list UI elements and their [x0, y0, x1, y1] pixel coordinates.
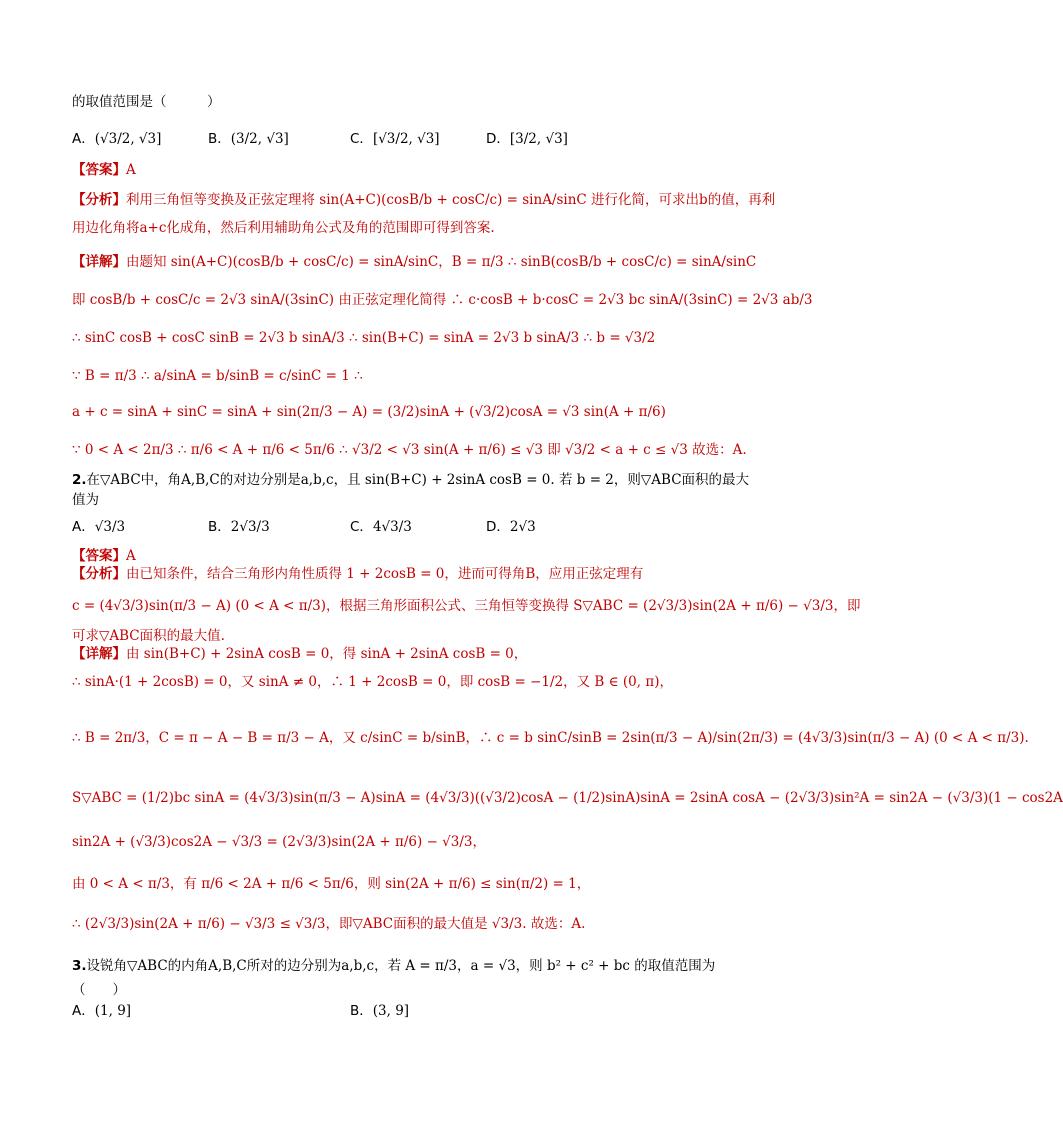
q2-detail-line-2: ∴ sinA·(1 + 2cosB) = 0，又 sinA ≠ 0，∴ 1 + 2cosB = 0，即 cosB = −1/2，又 B ∈ (0, π)， — [72, 674, 673, 690]
q2-answer: 【答案】A — [72, 548, 136, 564]
q2-analysis-line-2: c = (4√3/3)sin(π/3 − A) (0 < A < π/3)，根据三角形面积公式、三角恒等变换得 S▽ABC = (2√3/3)sin(2A + π/6) − √3/3，即 — [72, 598, 861, 614]
q2-detail-line-5: sin2A + (√3/3)cos2A − √3/3 = (2√3/3)sin(2A + π/6) − √3/3， — [72, 834, 486, 850]
q2-detail-line-7: ∴ (2√3/3)sin(2A + π/6) − √3/3 ≤ √3/3，即▽ABC面积的最大值是 √3/3. 故选：A. — [72, 916, 586, 932]
q2-option-c: C．4√3/3 — [350, 519, 412, 535]
q1-detail-line-1: 【详解】由题知 sin(A+C)(cosB/b + cosC/c) = sinA/sinC，B = π/3 ∴ sinB(cosB/b + cosC/c) = sinA/sinC — [72, 254, 757, 270]
q2-option-b: B．2√3/3 — [208, 519, 270, 535]
q2-analysis-line-3: 可求▽ABC面积的最大值. — [72, 628, 225, 644]
q3-stem: 3.设锐角▽ABC的内角A,B,C所对的边分别为a,b,c，若 A = π/3，a = √3，则 b² + c² + bc 的取值范围为 — [72, 958, 716, 974]
q2-detail-line-1: 【详解】由 sin(B+C) + 2sinA cosB = 0，得 sinA + 2sinA cosB = 0， — [72, 646, 528, 662]
q1-option-b: B．(3/2, √3] — [208, 131, 289, 147]
q3-paren: （ ） — [72, 982, 126, 998]
q2-option-d: D．2√3 — [486, 519, 536, 535]
q2-stem-line-2: 值为 — [72, 492, 99, 508]
q2-stem-line-1: 2.在▽ABC中，角A,B,C的对边分别是a,b,c，且 sin(B+C) + 2sinA cosB = 0. 若 b = 2，则▽ABC面积的最大 — [72, 472, 750, 488]
q1-detail-line-6: ∵ 0 < A < 2π/3 ∴ π/6 < A + π/6 < 5π/6 ∴ √3/2 < √3 sin(A + π/6) ≤ √3 即 √3/2 < a + c ≤ √3 故选：A. — [72, 442, 747, 458]
q1-detail-line-2: 即 cosB/b + cosC/c = 2√3 sinA/(3sinC) 由正弦定理化简得 ∴ c·cosB + b·cosC = 2√3 bc sinA/(3sinC) = 2√3 ab/3 — [72, 292, 813, 308]
q1-option-a: A．(√3/2, √3] — [72, 131, 162, 147]
q1-detail-line-3: ∴ sinC cosB + cosC sinB = 2√3 b sinA/3 ∴ sin(B+C) = sinA = 2√3 b sinA/3 ∴ b = √3/2 — [72, 330, 656, 346]
q1-stem-tail: 的取值范围是（ ） — [72, 94, 221, 110]
q1-detail-line-5: a + c = sinA + sinC = sinA + sin(2π/3 − A) = (3/2)sinA + (√3/2)cosA = √3 sin(A + π/6) — [72, 404, 666, 420]
q3-option-b: B．(3, 9] — [350, 1003, 410, 1019]
q2-detail-line-6: 由 0 < A < π/3，有 π/6 < 2A + π/6 < 5π/6，则 sin(2A + π/6) ≤ sin(π/2) = 1， — [72, 876, 591, 892]
q1-option-c: C．[√3/2, √3] — [350, 131, 440, 147]
q1-option-d: D．[3/2, √3] — [486, 131, 568, 147]
q1-answer: 【答案】A — [72, 162, 136, 178]
q3-option-a: A．(1, 9] — [72, 1003, 132, 1019]
q1-detail-line-4: ∵ B = π/3 ∴ a/sinA = b/sinB = c/sinC = 1 ∴ — [72, 368, 363, 384]
q1-analysis-line-2: 用边化角将a+c化成角，然后利用辅助角公式及角的范围即可得到答案. — [72, 220, 495, 236]
q1-analysis-line-1: 【分析】利用三角恒等变换及正弦定理将 sin(A+C)(cosB/b + cosC/c) = sinA/sinC 进行化简，可求出b的值，再利 — [72, 192, 776, 208]
q2-detail-line-3: ∴ B = 2π/3，C = π − A − B = π/3 − A，又 c/sinC = b/sinB，∴ c = b sinC/sinB = 2sin(π/3 − A)/sin(2π/3) = (4√3/3)sin(π/3 − A) (0 < A < π/3). — [72, 730, 1029, 746]
q2-analysis-line-1: 【分析】由已知条件，结合三角形内角性质得 1 + 2cosB = 0，进而可得角B，应用正弦定理有 — [72, 566, 644, 582]
q2-option-a: A．√3/3 — [72, 519, 126, 535]
q2-detail-line-4: S▽ABC = (1/2)bc sinA = (4√3/3)sin(π/3 − A)sinA = (4√3/3)((√3/2)cosA − (1/2)sinA)sinA = 2sinA cosA − (2√3/3)sin²A = sin2A − (√3/3)(1 − cos2A — [72, 790, 1063, 806]
